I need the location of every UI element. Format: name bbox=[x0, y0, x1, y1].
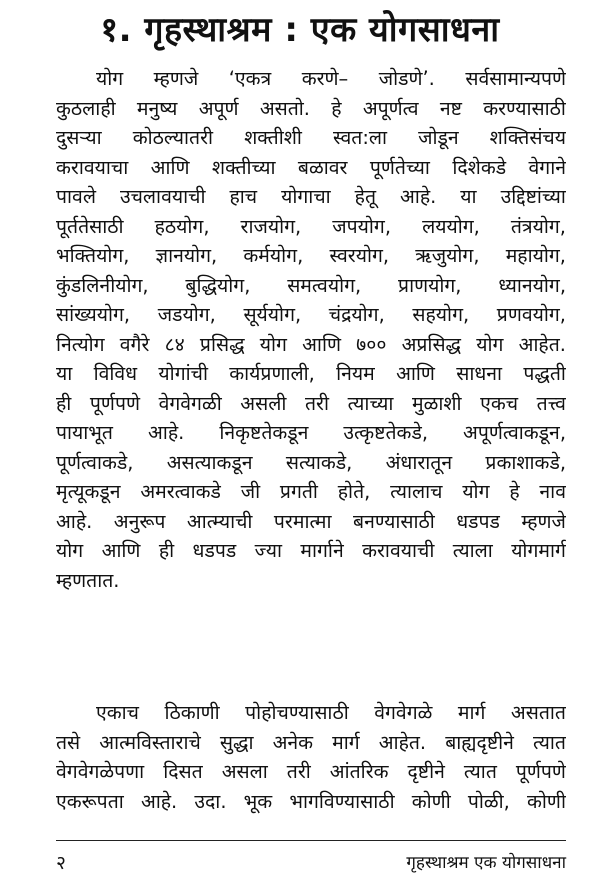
word: भूक bbox=[243, 789, 273, 813]
word: अपूर्ण bbox=[198, 96, 239, 120]
word: योगमार्ग bbox=[511, 539, 566, 562]
text-line bbox=[56, 728, 566, 758]
word: कुठलाही bbox=[56, 96, 116, 120]
word: पूर्णतेच्या bbox=[369, 155, 430, 179]
word: करावयाचा bbox=[56, 155, 129, 179]
word: करावयाची bbox=[362, 539, 435, 562]
word: राजयोग, bbox=[240, 214, 302, 238]
word: ‘एकत्र bbox=[228, 67, 272, 90]
word: असत्याकडून bbox=[166, 450, 253, 474]
word: नष्ट bbox=[439, 96, 462, 120]
word: उदा. bbox=[194, 789, 227, 813]
word: अप्रसिद्ध bbox=[401, 332, 462, 356]
word: मनुष्य bbox=[136, 96, 178, 120]
word: पोळी, bbox=[467, 789, 510, 813]
word: योग bbox=[56, 539, 84, 562]
word: ७०० bbox=[356, 332, 387, 356]
word: बनण्यासाठी bbox=[353, 509, 435, 533]
word: पावले bbox=[56, 185, 96, 208]
word: प्रणवयोग, bbox=[496, 303, 566, 326]
word: अपूर्णत्वाकडून, bbox=[463, 421, 566, 444]
text-line bbox=[56, 153, 566, 183]
word: असतो. bbox=[259, 96, 310, 120]
word: शक्तीशी bbox=[244, 126, 302, 149]
word: वेगवेगळेपणा bbox=[56, 760, 145, 783]
word: जोडून bbox=[418, 126, 459, 149]
word: होते, bbox=[337, 480, 371, 503]
word: भक्तियोग, bbox=[56, 244, 130, 267]
word: आहेत. bbox=[378, 730, 427, 754]
word: आंतरिक bbox=[329, 760, 389, 783]
word: वेगवेगळे bbox=[374, 701, 433, 724]
word: या bbox=[460, 185, 477, 208]
word: हे bbox=[331, 96, 342, 120]
footer-divider bbox=[56, 840, 566, 841]
word: धडपड bbox=[456, 509, 500, 533]
word: योग bbox=[96, 67, 124, 90]
word: बाह्यदृष्टीने bbox=[445, 730, 514, 754]
word: मुळाशी bbox=[411, 391, 462, 415]
word: लययोग, bbox=[422, 214, 480, 238]
text-line bbox=[56, 123, 566, 153]
word: योगांची bbox=[158, 362, 208, 385]
word: आणि bbox=[396, 362, 435, 385]
word: ही bbox=[158, 539, 175, 562]
word: हाच bbox=[229, 185, 258, 208]
word: आहे. bbox=[56, 509, 93, 533]
word: सत्याकडे, bbox=[285, 450, 353, 474]
word: कोठल्यातरी bbox=[132, 126, 214, 149]
word: अंधारातून bbox=[385, 450, 453, 474]
word: या bbox=[56, 362, 73, 385]
word: कोणी bbox=[411, 789, 451, 813]
word: पूर्णपणे bbox=[89, 391, 140, 415]
word: योगाचा bbox=[281, 185, 331, 208]
text-line bbox=[56, 182, 566, 212]
word: आणि bbox=[302, 332, 341, 356]
word: त्यात bbox=[533, 730, 566, 754]
text-line bbox=[56, 94, 566, 124]
word: वेगाने bbox=[528, 155, 566, 179]
word: ही bbox=[56, 391, 72, 415]
word: असला bbox=[221, 760, 268, 783]
word: पूर्णपणे bbox=[515, 760, 566, 783]
word: तरी bbox=[286, 760, 311, 783]
word: तत्त्व bbox=[536, 391, 566, 415]
word: मृत्यूकडून bbox=[56, 480, 121, 503]
word: दिशेकडे bbox=[452, 155, 507, 179]
word: आणि bbox=[150, 155, 190, 179]
word: म्हणजे bbox=[153, 67, 199, 90]
text-line bbox=[56, 359, 566, 389]
word: प्रसिद्ध bbox=[199, 332, 245, 356]
word: आहे. bbox=[400, 185, 437, 208]
text-line bbox=[56, 64, 566, 94]
word: एकरूपता bbox=[56, 789, 124, 813]
paragraph-1 bbox=[56, 64, 566, 595]
word: कुंडलिनीयोग, bbox=[56, 273, 149, 297]
word: पायाभूत bbox=[56, 421, 113, 444]
word: पद्धती bbox=[523, 362, 566, 385]
word: जडयोग, bbox=[157, 303, 216, 326]
word: उचलावयाची bbox=[119, 185, 206, 208]
word: बुद्धियोग, bbox=[185, 273, 251, 297]
text-line bbox=[56, 757, 566, 787]
word: निकृष्टतेकडून bbox=[219, 421, 309, 444]
word: हे bbox=[509, 480, 520, 503]
word: असली bbox=[240, 391, 287, 415]
word: नित्योग bbox=[56, 332, 105, 356]
word: पूर्णत्वाकडे, bbox=[56, 450, 134, 474]
word: शक्तीच्या bbox=[211, 155, 276, 179]
word: त्याला bbox=[452, 539, 493, 562]
word: तरी bbox=[304, 391, 329, 415]
word: भागविण्यासाठी bbox=[289, 789, 395, 813]
word: प्रगती bbox=[279, 480, 318, 503]
page-number: २ bbox=[56, 852, 66, 874]
word: अपूर्णत्व bbox=[362, 96, 419, 120]
word: महायोग, bbox=[505, 244, 566, 267]
word: शक्तिसंचय bbox=[489, 126, 566, 149]
text-line bbox=[56, 507, 566, 537]
word: वेगवेगळी bbox=[158, 391, 222, 415]
word: विविध bbox=[93, 362, 138, 385]
word: ध्यानयोग, bbox=[498, 273, 566, 297]
word: मार्गाने bbox=[300, 539, 344, 562]
word: जी bbox=[240, 480, 261, 503]
word: त्याच्या bbox=[347, 391, 394, 415]
word: आहेत. bbox=[518, 332, 566, 356]
word: योग bbox=[259, 332, 287, 356]
word: एकाच bbox=[96, 701, 139, 724]
word: असतात bbox=[510, 701, 566, 724]
word: हठयोग, bbox=[154, 214, 210, 238]
word: साधना bbox=[456, 362, 503, 385]
word: वगैरे bbox=[119, 332, 150, 356]
word: उद्दिष्टांच्या bbox=[500, 185, 566, 208]
word: पूर्ततेसाठी bbox=[56, 214, 124, 238]
word: तसे bbox=[56, 730, 81, 754]
word: समत्वयोग, bbox=[287, 273, 362, 297]
word: योग bbox=[462, 480, 490, 503]
word: आहे. bbox=[148, 421, 185, 444]
word: हेतू bbox=[354, 185, 377, 208]
word: सहयोग, bbox=[412, 303, 470, 326]
text-line bbox=[56, 566, 566, 596]
word: मार्ग bbox=[457, 701, 486, 724]
word: सुद्धा bbox=[219, 730, 254, 754]
word: स्वरयोग, bbox=[329, 244, 390, 267]
word: ८४ bbox=[164, 332, 185, 356]
text-line bbox=[56, 330, 566, 360]
word: करण्यासाठी bbox=[483, 96, 566, 120]
word: जपयोग, bbox=[332, 214, 392, 238]
word: सांख्ययोग, bbox=[56, 303, 131, 326]
text-line bbox=[56, 212, 566, 242]
text-line bbox=[56, 477, 566, 507]
word: उत्कृष्टतेकडे, bbox=[343, 421, 428, 444]
word: ऋजुयोग, bbox=[415, 244, 480, 267]
word: कर्मयोग, bbox=[243, 244, 304, 267]
word: तंत्रयोग, bbox=[510, 214, 566, 238]
chapter-title: १. गृहस्थाश्रम : एक योगसाधना bbox=[100, 10, 500, 50]
word: त्यालाच bbox=[390, 480, 443, 503]
word: दुसऱ्या bbox=[56, 126, 102, 149]
word: कोणी bbox=[527, 789, 566, 813]
text-line bbox=[56, 300, 566, 330]
word: अमरत्वाकडे bbox=[140, 480, 221, 503]
word: सर्वसामान्यपणे bbox=[465, 67, 566, 90]
text-line bbox=[56, 389, 566, 419]
word: धडपड bbox=[192, 539, 237, 562]
word: ठिकाणी bbox=[164, 701, 220, 724]
word: त्यात bbox=[463, 760, 497, 783]
word: एकच bbox=[480, 391, 519, 415]
word: करणे– bbox=[301, 67, 349, 90]
word: स्वत:ला bbox=[332, 126, 388, 149]
word: दिसत bbox=[163, 760, 203, 783]
running-title: गृहस्थाश्रम एक योगसाधना bbox=[406, 853, 566, 873]
paragraph-2 bbox=[56, 698, 566, 816]
word: नियम bbox=[336, 362, 375, 385]
word: कार्यप्रणाली, bbox=[229, 362, 315, 385]
word: नाव bbox=[539, 480, 566, 503]
text-line bbox=[56, 787, 566, 817]
word: बळावर bbox=[297, 155, 348, 179]
word: आहे. bbox=[140, 789, 178, 813]
text-line bbox=[56, 241, 566, 271]
word: प्रकाशाकडे, bbox=[485, 450, 566, 474]
word: म्हणजे bbox=[521, 509, 566, 533]
word: चंद्रयोग, bbox=[328, 303, 385, 326]
word: अनुरूप bbox=[113, 509, 166, 533]
word: योग bbox=[476, 332, 504, 356]
word: म्हणतात. bbox=[56, 568, 120, 592]
text-line bbox=[56, 418, 566, 448]
text-line bbox=[56, 448, 566, 478]
word: आत्म्याची bbox=[186, 509, 253, 533]
word: आत्मविस्ताराचे bbox=[99, 730, 201, 754]
word: दृष्टीने bbox=[407, 760, 445, 783]
word: पोहोचण्यासाठी bbox=[245, 701, 349, 724]
text-line bbox=[56, 271, 566, 301]
word: परमात्मा bbox=[273, 509, 332, 533]
word: आणि bbox=[101, 539, 141, 562]
word: ज्ञानयोग, bbox=[155, 244, 218, 267]
word: अनेक bbox=[272, 730, 314, 754]
word: ज्या bbox=[254, 539, 282, 562]
word: प्राणयोग, bbox=[398, 273, 462, 297]
text-line bbox=[56, 698, 566, 728]
word: जोडणे’. bbox=[378, 67, 435, 90]
word: सूर्ययोग, bbox=[243, 303, 302, 326]
word: मार्ग bbox=[332, 730, 360, 754]
text-line bbox=[56, 536, 566, 566]
